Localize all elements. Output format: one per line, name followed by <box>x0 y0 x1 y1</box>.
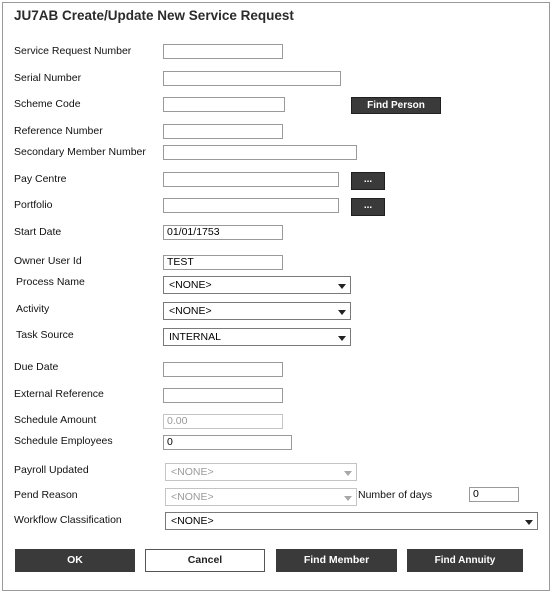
payroll-updated-label: Payroll Updated <box>14 464 89 476</box>
task-source-select[interactable] <box>163 328 351 346</box>
find-member-button[interactable]: Find Member <box>276 549 397 572</box>
chevron-down-icon <box>344 496 352 501</box>
pay-centre-lookup-button[interactable]: ... <box>351 172 385 190</box>
owner-user-id-label: Owner User Id <box>14 255 82 267</box>
portfolio-label: Portfolio <box>14 199 53 211</box>
pay-centre-label: Pay Centre <box>14 173 67 185</box>
owner-user-id-input[interactable]: TEST <box>163 255 283 270</box>
process-name-value: <NONE> <box>169 279 212 291</box>
start-date-label: Start Date <box>14 226 62 238</box>
activity-select[interactable] <box>163 302 351 320</box>
secondary-member-number-input[interactable] <box>163 145 357 160</box>
process-name-select[interactable] <box>163 276 351 294</box>
payroll-updated-value: <NONE> <box>171 466 214 478</box>
chevron-down-icon <box>338 284 346 289</box>
workflow-classification-label: Workflow Classification <box>14 514 122 526</box>
task-source-value: INTERNAL <box>169 331 221 343</box>
dialog-title: JU7AB Create/Update New Service Request <box>14 8 294 23</box>
schedule-employees-label: Schedule Employees <box>14 435 113 447</box>
number-of-days-input[interactable]: 0 <box>469 487 519 502</box>
serial-number-input[interactable] <box>163 71 341 86</box>
pend-reason-label: Pend Reason <box>14 489 78 501</box>
scheme-code-label: Scheme Code <box>14 98 81 110</box>
portfolio-input[interactable] <box>163 198 339 213</box>
scheme-code-input[interactable] <box>163 97 285 112</box>
schedule-amount-label: Schedule Amount <box>14 414 97 426</box>
service-request-number-input[interactable] <box>163 44 283 59</box>
find-annuity-beneficiary-button[interactable]: Find Annuity Beneficiary <box>407 549 523 572</box>
workflow-classification-value: <NONE> <box>171 515 214 527</box>
activity-value: <NONE> <box>169 305 212 317</box>
pend-reason-select[interactable] <box>165 488 357 506</box>
chevron-down-icon <box>338 310 346 315</box>
external-reference-input[interactable] <box>163 388 283 403</box>
schedule-amount-input[interactable]: 0.00 <box>163 414 283 429</box>
process-name-label: Process Name <box>16 276 85 288</box>
ok-button[interactable]: OK <box>15 549 135 572</box>
cancel-button[interactable]: Cancel <box>145 549 265 572</box>
pend-reason-value: <NONE> <box>171 491 214 503</box>
chevron-down-icon <box>338 336 346 341</box>
start-date-input[interactable]: 01/01/1753 <box>163 225 283 240</box>
chevron-down-icon <box>344 471 352 476</box>
workflow-classification-select[interactable] <box>165 512 538 530</box>
due-date-label: Due Date <box>14 361 59 373</box>
payroll-updated-select[interactable] <box>165 463 357 481</box>
number-of-days-label: Number of days <box>358 489 433 501</box>
schedule-employees-input[interactable]: 0 <box>163 435 292 450</box>
external-reference-label: External Reference <box>14 388 104 400</box>
service-request-number-label: Service Request Number <box>14 45 132 57</box>
find-person-button[interactable]: Find Person <box>351 97 441 114</box>
reference-number-label: Reference Number <box>14 125 103 137</box>
serial-number-label: Serial Number <box>14 72 82 84</box>
activity-label: Activity <box>16 303 50 315</box>
portfolio-lookup-button[interactable]: ... <box>351 198 385 216</box>
task-source-label: Task Source <box>16 329 74 341</box>
chevron-down-icon <box>525 520 533 525</box>
pay-centre-input[interactable] <box>163 172 339 187</box>
due-date-input[interactable] <box>163 362 283 377</box>
reference-number-input[interactable] <box>163 124 283 139</box>
secondary-member-number-label: Secondary Member Number <box>14 146 146 158</box>
